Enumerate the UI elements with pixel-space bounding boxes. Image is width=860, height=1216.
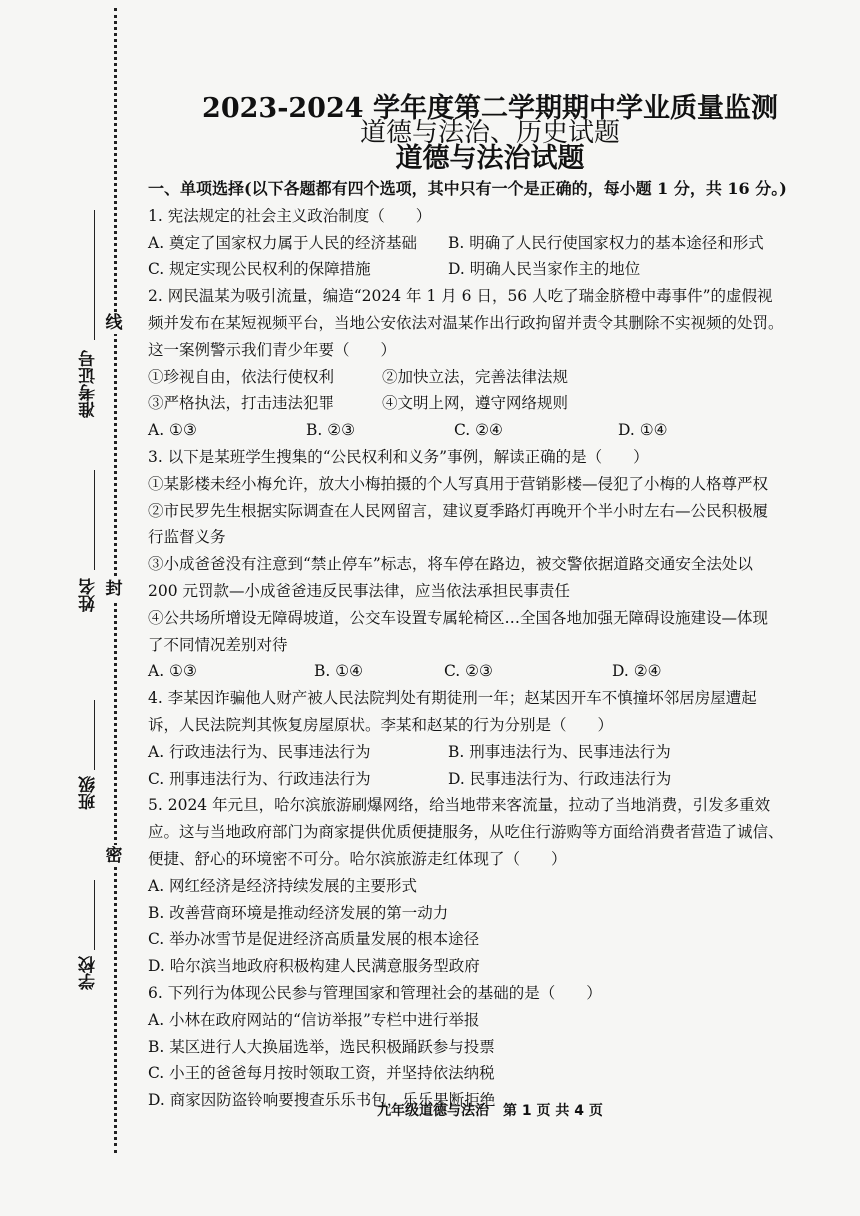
q2-option-c[interactable]: C. ②④ bbox=[454, 421, 503, 440]
q6-option-d[interactable]: D. 商家因防盗铃响要搜查乐乐书包，乐乐果断拒绝 bbox=[148, 1091, 496, 1110]
school-label: 学校 bbox=[79, 956, 99, 990]
name-blank[interactable] bbox=[94, 470, 95, 570]
name-label: 姓名 bbox=[79, 578, 99, 612]
section-title: 一、单项选择(以下各题都有四个选项，其中只有一个是正确的，每小题 1 分，共 16 分。) bbox=[148, 179, 787, 198]
q3-option-b[interactable]: B. ①④ bbox=[314, 662, 364, 681]
q3-line4: ③小成爸爸没有注意到“禁止停车”标志，将车停在路边，被交警依据道路交通安全法处以 bbox=[148, 555, 753, 574]
school-blank[interactable] bbox=[94, 880, 95, 950]
q4-stem-line1: 4. 李某因诈骗他人财产被人民法院判处有期徒刑一年；赵某因开车不慎撞坏邻居房屋遭起 bbox=[148, 689, 757, 708]
q5-option-c[interactable]: C. 举办冰雪节是促进经济高质量发展的根本途径 bbox=[148, 930, 480, 949]
field-school bbox=[68, 880, 108, 1000]
question-content bbox=[148, 176, 848, 1114]
q1-options-row1 bbox=[148, 230, 848, 257]
q1-option-d[interactable]: D. 明确人民当家作主的地位 bbox=[448, 260, 641, 279]
field-exam-number bbox=[68, 210, 108, 430]
q5-option-b[interactable]: B. 改善营商环境是推动经济发展的第一动力 bbox=[148, 903, 449, 922]
q6-option-a[interactable]: A. 小林在政府网站的“信访举报”专栏中进行举报 bbox=[148, 1010, 480, 1029]
q2-item-3: ③严格执法，打击违法犯罪 bbox=[148, 394, 335, 413]
class-blank[interactable] bbox=[94, 700, 95, 770]
q2-item-4: ④文明上网，遵守网络规则 bbox=[382, 394, 569, 413]
q5-option-a[interactable]: A. 网红经济是经济持续发展的主要形式 bbox=[148, 876, 418, 895]
q1-option-a[interactable]: A. 奠定了国家权力属于人民的经济基础 bbox=[148, 233, 418, 252]
q2-item-1: ①珍视自由，依法行使权利 bbox=[148, 367, 335, 386]
q4-option-b[interactable]: B. 刑事违法行为、民事违法行为 bbox=[448, 742, 671, 761]
q2-item-2: ②加快立法，完善法律法规 bbox=[382, 367, 569, 386]
q2-stem-line1: 2. 网民温某为吸引流量，编造“2024 年 1 月 6 日，56 人吃了瑞金脐橙中毒事件”的虚假视 bbox=[148, 287, 773, 306]
q2-option-a[interactable]: A. ①③ bbox=[148, 421, 197, 440]
q3-line5: 200 元罚款—小成爸爸违反民事法律，应当依法承担民事责任 bbox=[148, 581, 571, 600]
q4-option-a[interactable]: A. 行政违法行为、民事违法行为 bbox=[148, 742, 371, 761]
field-name bbox=[68, 470, 108, 630]
q3-line3: 行监督义务 bbox=[148, 528, 226, 547]
q4-options-row1 bbox=[148, 739, 848, 766]
q2-option-b[interactable]: B. ②③ bbox=[306, 421, 356, 440]
q2-options bbox=[148, 417, 848, 444]
q2-items-row2 bbox=[148, 390, 848, 417]
seal-mark-mi: 密 bbox=[103, 845, 125, 867]
q1-option-c[interactable]: C. 规定实现公民权利的保障措施 bbox=[148, 260, 371, 279]
q4-option-c[interactable]: C. 刑事违法行为、行政违法行为 bbox=[148, 769, 371, 788]
q3-line1: ①某影楼未经小梅允许，放大小梅拍摄的个人写真用于营销影楼—侵犯了小梅的人格尊严权 bbox=[148, 474, 769, 493]
field-class bbox=[68, 700, 108, 840]
q3-option-d[interactable]: D. ②④ bbox=[612, 662, 662, 681]
exam-subtitle: 道德与法治、历史试题 bbox=[359, 118, 620, 148]
exam-number-label: 准考证号 bbox=[79, 350, 99, 418]
q3-option-c[interactable]: C. ②③ bbox=[444, 662, 493, 681]
q2-option-d[interactable]: D. ①④ bbox=[618, 421, 668, 440]
q2-items-row1 bbox=[148, 364, 848, 391]
q4-stem-line2: 诉，人民法院判其恢复房屋原状。李某和赵某的行为分别是（ ） bbox=[148, 715, 614, 734]
paper-title: 道德与法治试题 bbox=[395, 143, 585, 174]
exam-title: 2023-2024 学年度第二学期期中学业质量监测 bbox=[202, 93, 778, 124]
q1-option-b[interactable]: B. 明确了人民行使国家权力的基本途径和形式 bbox=[448, 233, 764, 252]
q4-options-row2 bbox=[148, 766, 848, 793]
q2-stem-line3: 这一案例警示我们青少年要（ ） bbox=[148, 340, 397, 359]
q6-option-b[interactable]: B. 某区进行人大换届选举，选民积极踊跃参与投票 bbox=[148, 1037, 495, 1056]
q3-line6: ④公共场所增设无障碍坡道，公交车设置专属轮椅区…全国各地加强无障碍设施建设—体现 bbox=[148, 608, 769, 627]
q5-option-d[interactable]: D. 哈尔滨当地政府积极构建人民满意服务型政府 bbox=[148, 957, 480, 976]
q6-stem: 6. 下列行为体现公民参与管理国家和管理社会的基础的是（ ） bbox=[148, 983, 602, 1002]
exam-number-blank[interactable] bbox=[94, 210, 95, 340]
q5-stem-line1: 5. 2024 年元旦，哈尔滨旅游刷爆网络，给当地带来客流量，拉动了当地消费，引发多重效 bbox=[148, 796, 771, 815]
class-label: 班级 bbox=[79, 776, 99, 810]
q3-options bbox=[148, 658, 848, 685]
q5-stem-line2: 应。这与当地政府部门为商家提供优质便捷服务，从吃住行游购等方面给消费者营造了诚信、 bbox=[148, 823, 784, 842]
q2-stem-line2: 频并发布在某短视频平台，当地公安依法对温某作出行政拘留并责令其删除不实视频的处罚。 bbox=[148, 313, 784, 332]
q4-option-d[interactable]: D. 民事违法行为、行政违法行为 bbox=[448, 769, 672, 788]
page-footer: 九年级道德与法治 第 1 页 共 4 页 bbox=[377, 1103, 603, 1119]
q1-options-row2 bbox=[148, 256, 848, 283]
seal-mark-feng: 封 bbox=[103, 578, 125, 600]
q6-option-c[interactable]: C. 小王的爸爸每月按时领取工资，并坚持依法纳税 bbox=[148, 1064, 495, 1083]
q3-option-a[interactable]: A. ①③ bbox=[148, 662, 197, 681]
seal-mark-xian: 线 bbox=[103, 312, 125, 334]
q3-stem: 3. 以下是某班学生搜集的“公民权利和义务”事例，解读正确的是（ ） bbox=[148, 447, 649, 466]
q3-line2: ②市民罗先生根据实际调查在人民网留言，建议夏季路灯再晚开个半小时左右—公民积极履 bbox=[148, 501, 769, 520]
q5-stem-line3: 便捷、舒心的环境密不可分。哈尔滨旅游走红体现了（ ） bbox=[148, 849, 567, 868]
q1-stem: 1. 宪法规定的社会主义政治制度（ ） bbox=[148, 206, 432, 225]
q3-line7: 了不同情况差别对待 bbox=[148, 635, 288, 654]
